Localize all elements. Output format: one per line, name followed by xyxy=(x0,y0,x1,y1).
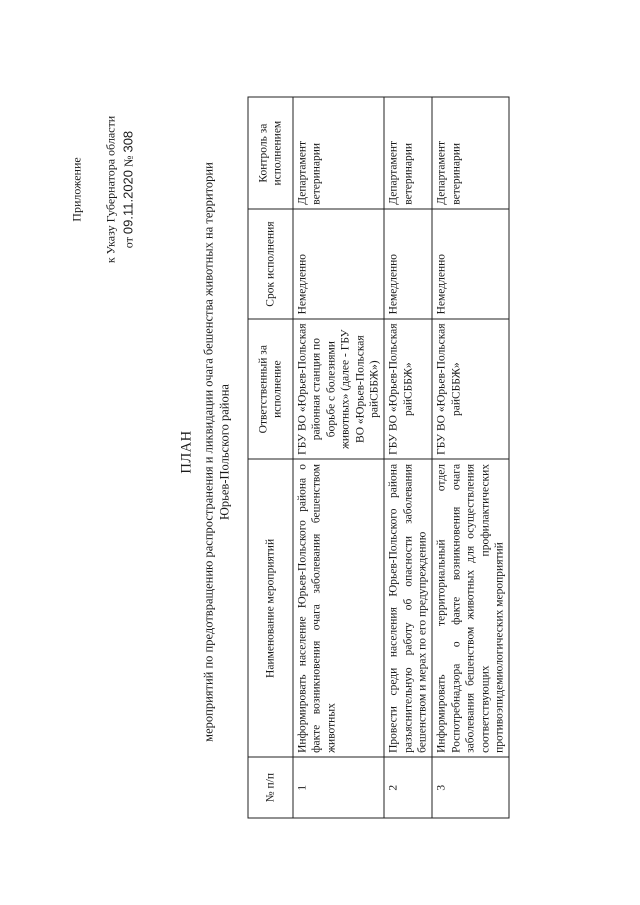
row-control: Департамент ветеринарии xyxy=(384,97,432,209)
row-deadline: Немедленно xyxy=(432,209,509,319)
appendix-label: Приложение xyxy=(69,157,83,222)
document-title: ПЛАН xyxy=(178,430,194,474)
row-deadline: Немедленно xyxy=(293,209,384,319)
date-prefix: от xyxy=(121,237,135,249)
table-row xyxy=(432,97,509,818)
row-name: Информировать население Юрьев-Польского района о факте возникновения очага заболевания бешенством животных xyxy=(293,459,384,757)
header-control: Контроль за исполнением xyxy=(248,97,293,209)
row-responsible: ГБУ ВО «Юрьев-Польская райСББЖ» xyxy=(384,319,432,460)
row-num: 1 xyxy=(293,757,384,818)
subtitle-line-2: Юрьев-Польского района xyxy=(217,384,232,520)
header-num: № п/п xyxy=(248,757,293,818)
table-row xyxy=(384,97,432,818)
row-name: Провести среди населения Юрьев-Польского района разъяснительную работу об опасности заболевания бешенством и мерах по его предупреждению xyxy=(384,459,432,757)
row-num: 3 xyxy=(432,757,509,818)
subtitle-line-1: мероприятий по предотвращению распространения и ликвидации очага бешенства животных на территории xyxy=(201,162,215,742)
decree-reference: к Указу Губернатора области xyxy=(103,115,117,264)
decree-date: 09.11.2020 xyxy=(120,169,135,235)
row-deadline: Немедленно xyxy=(384,209,432,319)
header-responsible: Ответственный за исполнение xyxy=(248,319,293,460)
header-name: Наименование мероприятий xyxy=(248,459,293,757)
row-responsible: ГБУ ВО «Юрьев-Польская районная станция по борьбе с болезнями животных» (далее - ГБУ ВО «Юрьев-Польская райСББЖ») xyxy=(293,319,384,460)
table-header-row xyxy=(248,97,293,818)
header-deadline: Срок исполнения xyxy=(248,209,293,319)
number-sign: № xyxy=(121,155,135,167)
document-subtitle xyxy=(200,10,233,895)
decree-number: 308 xyxy=(120,130,135,153)
row-name: Информировать территориальный отдел Роспотребнадзора о факте возникновения очага заболевания бешенством животных для осуществления соответствующих профилактических противоэпидемиологических мероприятий xyxy=(432,459,509,757)
decree-date-line xyxy=(121,95,136,285)
row-control: Департамент ветеринарии xyxy=(432,97,509,209)
row-responsible: ГБУ ВО «Юрьев-Польская райСББЖ» xyxy=(432,319,509,460)
row-control: Департамент ветеринарии xyxy=(293,97,384,209)
table-row xyxy=(293,97,384,818)
appendix-header xyxy=(0,95,135,285)
plan-table xyxy=(247,97,509,819)
row-num: 2 xyxy=(384,757,432,818)
